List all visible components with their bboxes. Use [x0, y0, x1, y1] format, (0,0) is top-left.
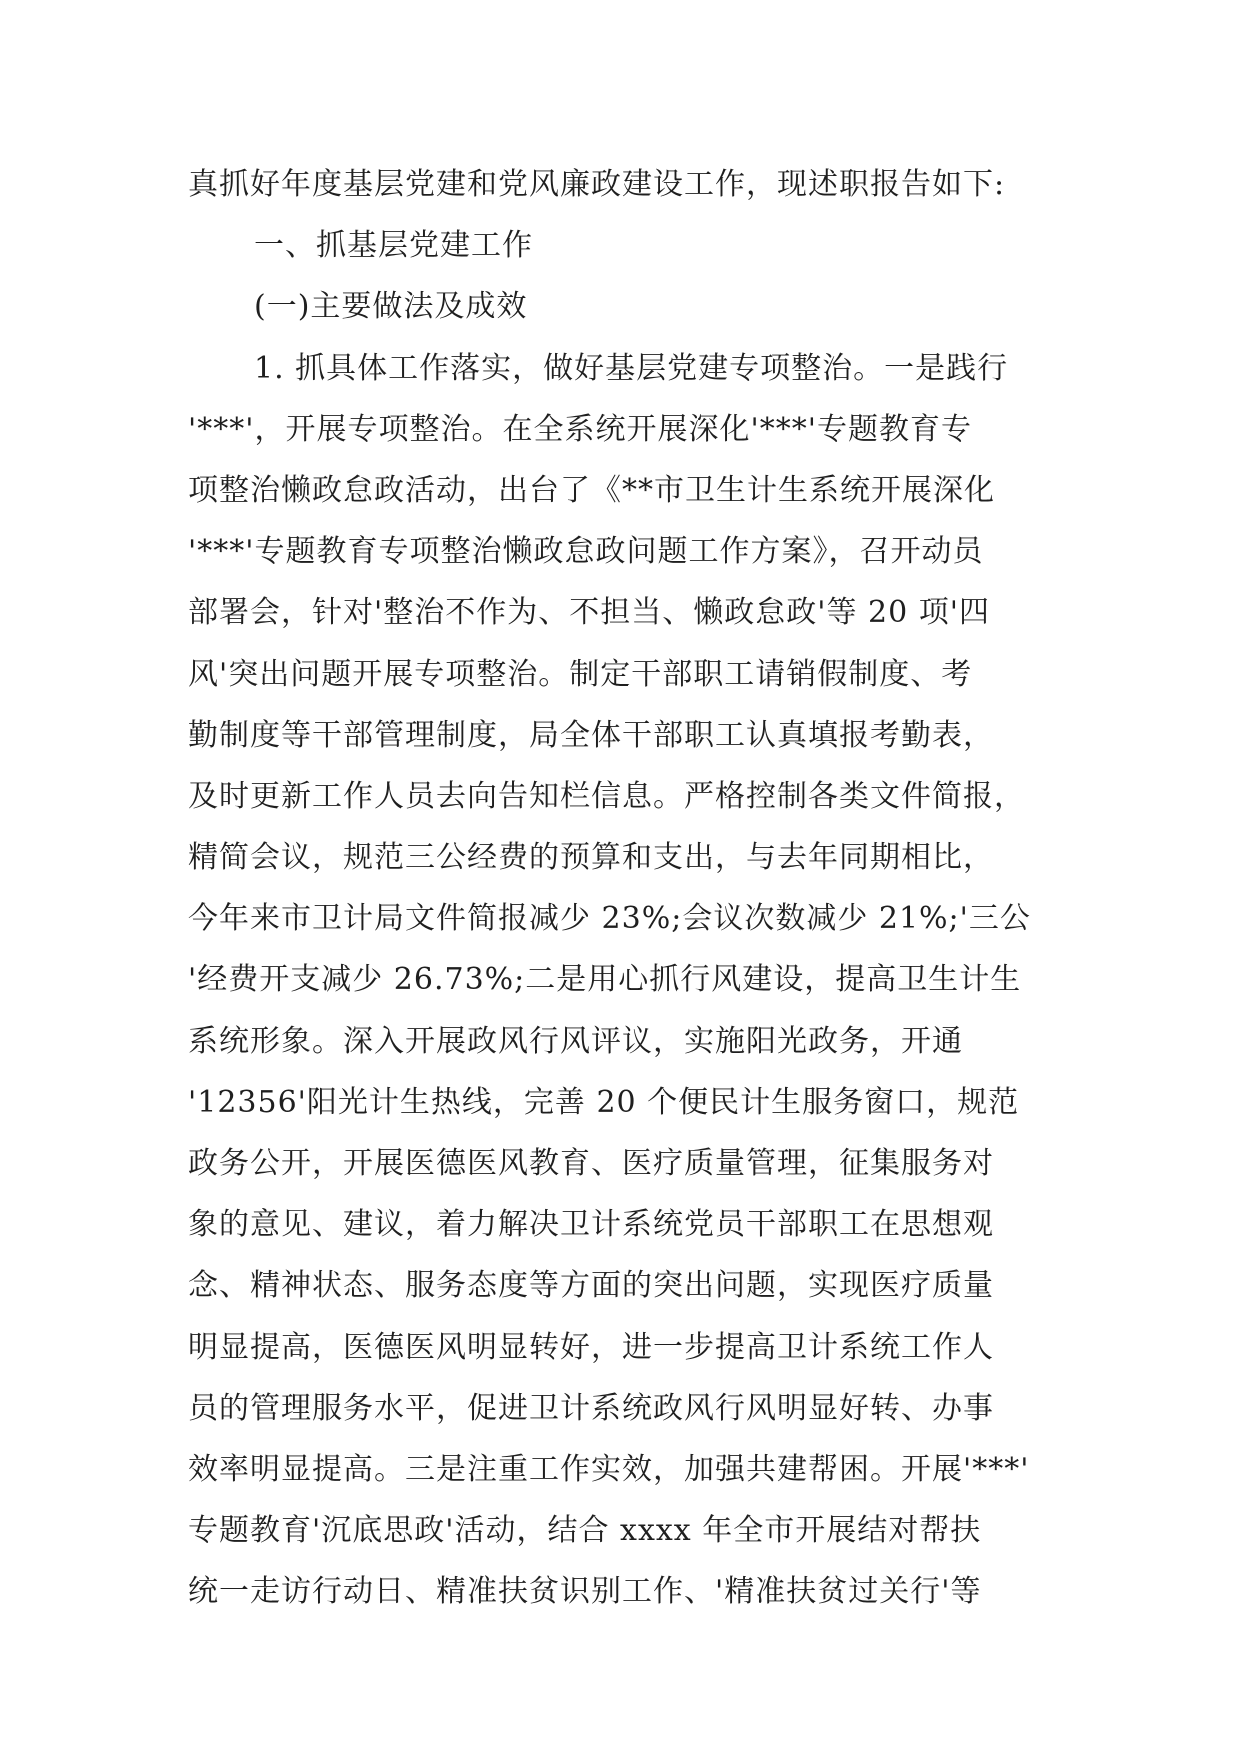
body-line: 今年来市卫计局文件简报减少 23%;会议次数减少 21%;'三公 — [188, 901, 1031, 937]
body-line: 统一走访行动日、精准扶贫识别工作、'精准扶贫过关行'等 — [188, 1574, 982, 1610]
body-line: 部署会，针对'整治不作为、不担当、懒政怠政'等 20 项'四 — [188, 595, 990, 631]
body-line: 勤制度等干部管理制度，局全体干部职工认真填报考勤表， — [188, 717, 994, 753]
body-line: 系统形象。深入开展政风行风评议，实施阳光政务，开通 — [188, 1023, 963, 1059]
report-body — [188, 154, 1058, 1623]
body-line: 及时更新工作人员去向告知栏信息。严格控制各类文件简报， — [188, 778, 1025, 814]
body-line: 风'突出问题开展专项整治。制定干部职工请销假制度、考 — [188, 656, 973, 692]
body-line: 念、精神状态、服务态度等方面的突出问题，实现医疗质量 — [188, 1268, 994, 1304]
body-line: 真抓好年度基层党建和党风廉政建设工作，现述职报告如下: — [188, 167, 1006, 202]
body-line: '12356'阳光计生热线，完善 20 个便民计生服务窗口，规范 — [188, 1084, 1020, 1120]
paragraph-first-line: 1. 抓具体工作落实，做好基层党建专项整治。一是践行 — [254, 350, 1009, 386]
body-line: 专题教育'沉底思政'活动，结合 xxxx 年全市开展结对帮扶 — [188, 1513, 982, 1549]
body-line: 明显提高，医德医风明显转好，进一步提高卫计系统工作人 — [188, 1329, 994, 1365]
body-line: '***'专题教育专项整治懒政怠政问题工作方案》，召开动员 — [188, 534, 984, 570]
body-line: '***'，开展专项整治。在全系统开展深化'***'专题教育专 — [188, 411, 972, 447]
body-line: 项整治懒政怠政活动，出台了《**市卫生计生系统开展深化 — [188, 472, 995, 508]
body-line: 政务公开，开展医德医风教育、医疗质量管理，征集服务对 — [188, 1146, 994, 1181]
body-line: 效率明显提高。三是注重工作实效，加强共建帮困。开展'***' — [188, 1451, 1030, 1487]
section-heading: 一、抓基层党建工作 — [254, 228, 533, 264]
body-line: 员的管理服务水平，促进卫计系统政风行风明显好转、办事 — [188, 1390, 994, 1426]
body-line: 精简会议，规范三公经费的预算和支出，与去年同期相比， — [188, 840, 994, 876]
subsection-heading: (一)主要做法及成效 — [254, 289, 528, 325]
body-line: '经费开支减少 26.73%;二是用心抓行风建设，提高卫生计生 — [188, 962, 1022, 998]
body-line: 象的意见、建议，着力解决卫计系统党员干部职工在思想观 — [188, 1207, 994, 1243]
